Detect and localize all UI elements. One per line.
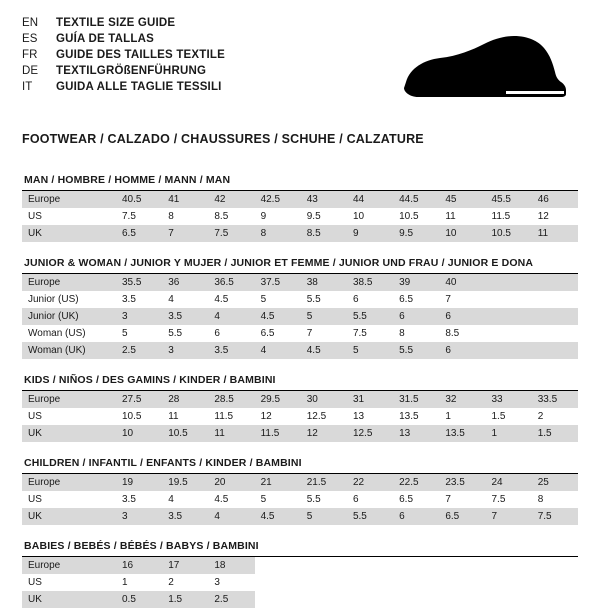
size-cell-empty [439,574,485,591]
size-cell: 1.5 [162,591,208,608]
size-sections [22,174,578,608]
size-cell: 35.5 [116,274,162,291]
size-cell-empty [532,291,578,308]
row-label: US [28,577,42,588]
table-row [22,308,578,325]
size-cell: 3.5 [122,494,136,505]
size-cell: 8.5 [214,211,229,222]
table-row [22,408,578,425]
size-cell: 6.5 [439,508,485,525]
table-row [22,391,578,408]
size-cell: 44 [347,191,393,208]
size-cell: 24 [486,474,532,491]
size-cell: 30 [301,391,347,408]
size-cell: 36 [162,274,208,291]
size-cell: 9.5 [393,225,439,242]
size-cell: 4.5 [301,342,347,359]
table-row [22,508,578,525]
size-cell: 36.5 [208,274,254,291]
size-cell: 7.5 [352,328,367,339]
size-cell: 10 [439,225,485,242]
size-cell: 10 [116,425,162,442]
size-cell: 7 [445,494,451,505]
size-cell: 39 [393,274,439,291]
size-cell-empty [347,574,393,591]
size-cell: 3 [162,342,208,359]
table-row [22,425,578,442]
size-cell: 5 [260,294,267,305]
row-label: US [28,211,42,222]
size-cell: 23.5 [439,474,485,491]
language-title: GUIDE DES TAILLES TEXTILE [56,49,225,61]
size-cell: 13.5 [399,411,419,422]
section-junior-woman [22,257,578,359]
size-cell: 27.5 [116,391,162,408]
row-label: UK [22,225,116,242]
size-cell: 9 [260,211,267,222]
size-cell: 12.5 [347,425,393,442]
size-cell: 1.5 [532,425,578,442]
size-cell-empty [486,291,532,308]
size-table [22,274,578,359]
size-cell: 6 [439,308,485,325]
size-cell-empty [532,342,578,359]
size-cell: 2 [168,577,174,588]
table-row [22,191,578,208]
size-cell: 4.5 [255,508,301,525]
size-cell: 5.5 [306,294,321,305]
size-cell: 5 [260,494,267,505]
size-table [22,474,578,525]
size-cell-empty [486,574,532,591]
language-row [22,16,225,31]
size-cell: 5.5 [306,494,321,505]
size-cell: 42 [208,191,254,208]
size-cell-empty [486,308,532,325]
table-row [22,291,578,308]
size-cell: 12 [537,211,549,222]
size-cell: 12.5 [306,411,327,422]
size-cell-empty [532,274,578,291]
size-cell: 3.5 [122,294,136,305]
size-cell: 7 [486,508,532,525]
size-cell: 17 [162,557,208,574]
size-cell: 4.5 [214,494,229,505]
size-cell: 4 [208,508,254,525]
size-cell: 13.5 [439,425,485,442]
size-cell: 3 [116,508,162,525]
size-cell: 0.5 [116,591,162,608]
section-title: CHILDREN / INFANTIL / ENFANTS / KINDER / BAMBINI [22,457,578,474]
size-cell: 16 [116,557,162,574]
size-cell: 40.5 [116,191,162,208]
size-cell: 18 [208,557,254,574]
size-cell: 12 [260,411,272,422]
size-table [22,191,578,242]
size-cell: 46 [532,191,578,208]
size-cell: 28.5 [208,391,254,408]
size-cell: 38.5 [347,274,393,291]
language-row [22,32,225,47]
row-label: Europe [22,474,116,491]
size-cell: 29.5 [255,391,301,408]
size-cell: 5 [301,508,347,525]
size-cell-empty [393,574,439,591]
size-cell: 1 [122,577,128,588]
size-table [22,557,578,608]
size-cell: 1.5 [491,411,506,422]
size-cell: 5 [347,342,393,359]
size-cell: 6 [393,308,439,325]
table-row [22,491,578,508]
language-title: GUIDA ALLE TAGLIE TESSILI [56,81,222,93]
size-cell: 7.5 [208,225,254,242]
row-label: UK [22,425,116,442]
size-cell: 6.5 [116,225,162,242]
row-label: Europe [22,274,116,291]
size-cell: 20 [208,474,254,491]
table-row [22,225,578,242]
size-cell: 28 [162,391,208,408]
size-cell: 7 [306,328,313,339]
size-cell: 5.5 [347,308,393,325]
size-cell: 41 [162,191,208,208]
size-cell: 4.5 [255,308,301,325]
table-row [22,208,578,225]
size-cell: 31.5 [393,391,439,408]
size-cell: 8 [168,211,174,222]
size-cell: 8.5 [301,225,347,242]
category-title: FOOTWEAR / CALZADO / CHAUSSURES / SCHUHE / CALZATURE [22,132,424,146]
size-cell: 5 [122,328,128,339]
size-cell: 4 [208,308,254,325]
size-cell: 11 [168,411,179,422]
size-cell: 31 [347,391,393,408]
size-cell: 13 [393,425,439,442]
size-cell-empty [255,574,301,591]
language-code: EN [22,17,39,29]
row-label: Junior (UK) [22,308,116,325]
size-cell: 10 [352,211,365,222]
table-row [22,325,578,342]
section-title: BABIES / BEBÉS / BÉBÉS / BABYS / BAMBINI [22,540,578,557]
size-cell: 37.5 [255,274,301,291]
size-cell: 3 [214,577,220,588]
size-cell-empty [486,342,532,359]
size-cell: 19.5 [162,474,208,491]
size-cell: 4 [168,494,174,505]
row-label: Europe [22,391,116,408]
size-cell: 7.5 [122,211,136,222]
size-cell-empty [486,325,532,342]
size-cell: 21.5 [301,474,347,491]
language-code: ES [22,33,38,45]
row-label: US [28,411,42,422]
row-label: Europe [22,557,116,574]
size-cell: 5 [301,308,347,325]
size-cell: 6 [352,294,359,305]
size-cell-empty [255,557,301,574]
size-cell: 33 [486,391,532,408]
size-cell: 6.5 [260,328,275,339]
size-cell: 11.5 [214,411,234,422]
size-cell: 2.5 [208,591,254,608]
size-cell: 7 [162,225,208,242]
page-header [22,16,578,116]
size-cell-empty [347,557,393,574]
size-table [22,391,578,442]
size-cell: 2 [537,411,544,422]
size-cell: 7.5 [532,508,578,525]
size-cell: 8 [399,328,405,339]
table-row [22,342,578,359]
size-cell-empty [301,557,347,574]
section-title: JUNIOR & WOMAN / JUNIOR Y MUJER / JUNIOR ET FEMME / JUNIOR UND FRAU / JUNIOR E DONA [22,257,578,274]
size-cell-empty [393,557,439,574]
size-cell: 8.5 [445,328,460,339]
language-title: TEXTILE SIZE GUIDE [56,17,176,29]
size-cell: 32 [439,391,485,408]
row-label: Europe [22,191,116,208]
section-babies [22,540,578,608]
size-cell: 33.5 [532,391,578,408]
table-row [22,557,578,574]
language-title: GUÍA DE TALLAS [56,33,154,45]
size-cell: 3.5 [208,342,254,359]
size-cell: 7.5 [491,494,506,505]
size-cell: 6 [393,508,439,525]
size-cell: 6 [214,328,220,339]
size-cell: 10.5 [486,225,532,242]
size-cell-empty [532,325,578,342]
size-cell: 10.5 [399,211,419,222]
size-cell: 11 [208,425,254,442]
section-children [22,457,578,525]
language-row [22,48,225,63]
size-cell-empty [486,557,532,574]
size-cell: 1 [445,411,451,422]
section-kids [22,374,578,442]
size-cell: 38 [301,274,347,291]
size-cell: 9.5 [306,211,321,222]
size-cell: 45.5 [486,191,532,208]
size-cell: 3 [116,308,162,325]
language-title: TEXTILGRÖßENFÜHRUNG [56,65,207,77]
size-cell: 6 [352,494,359,505]
row-label: UK [22,508,116,525]
size-cell: 7 [445,294,451,305]
size-cell: 45 [439,191,485,208]
size-cell: 11 [532,225,578,242]
size-cell-empty [439,557,485,574]
row-label: UK [22,591,116,608]
size-cell: 40 [439,274,485,291]
size-cell-empty [486,274,532,291]
size-cell: 12 [301,425,347,442]
table-row [22,574,578,591]
size-cell: 22.5 [393,474,439,491]
dress-shoe-icon [388,34,568,116]
size-cell: 11.5 [491,211,511,222]
language-row [22,64,225,79]
language-title-list [22,16,225,95]
table-row [22,274,578,291]
size-cell: 10.5 [122,411,142,422]
size-cell: 4.5 [214,294,229,305]
row-label: Junior (US) [28,294,79,305]
language-row [22,80,225,95]
size-cell: 8 [537,494,544,505]
size-cell-empty [532,308,578,325]
row-label: US [28,494,42,505]
size-cell: 11.5 [255,425,301,442]
size-cell: 6.5 [399,494,414,505]
row-label: Woman (US) [28,328,86,339]
language-code: IT [22,81,33,93]
section-title: MAN / HOMBRE / HOMME / MANN / MAN [22,174,578,191]
size-cell: 10.5 [162,425,208,442]
size-cell: 1 [486,425,532,442]
size-cell: 4 [168,294,174,305]
section-man [22,174,578,242]
size-cell: 42.5 [255,191,301,208]
size-cell: 22 [347,474,393,491]
size-cell: 5.5 [393,342,439,359]
size-cell-empty [301,574,347,591]
section-title: KIDS / NIÑOS / DES GAMINS / KINDER / BAMBINI [22,374,578,391]
size-cell: 3.5 [162,308,208,325]
table-row [22,474,578,491]
size-cell-empty [532,574,578,591]
size-cell: 9 [347,225,393,242]
size-cell: 19 [116,474,162,491]
size-cell: 6 [439,342,485,359]
language-code: FR [22,49,38,61]
size-cell: 13 [352,411,365,422]
size-cell: 8 [255,225,301,242]
size-cell: 43 [301,191,347,208]
size-cell: 4 [255,342,301,359]
size-cell: 44.5 [393,191,439,208]
size-cell: 6.5 [399,294,414,305]
language-code: DE [22,65,39,77]
size-cell: 5.5 [168,328,183,339]
size-cell-empty [532,557,578,574]
size-cell: 3.5 [162,508,208,525]
size-cell: 2.5 [116,342,162,359]
size-cell: 5.5 [347,508,393,525]
size-cell: 21 [255,474,301,491]
size-cell: 11 [445,211,456,222]
size-cell: 25 [532,474,578,491]
row-label: Woman (UK) [22,342,116,359]
